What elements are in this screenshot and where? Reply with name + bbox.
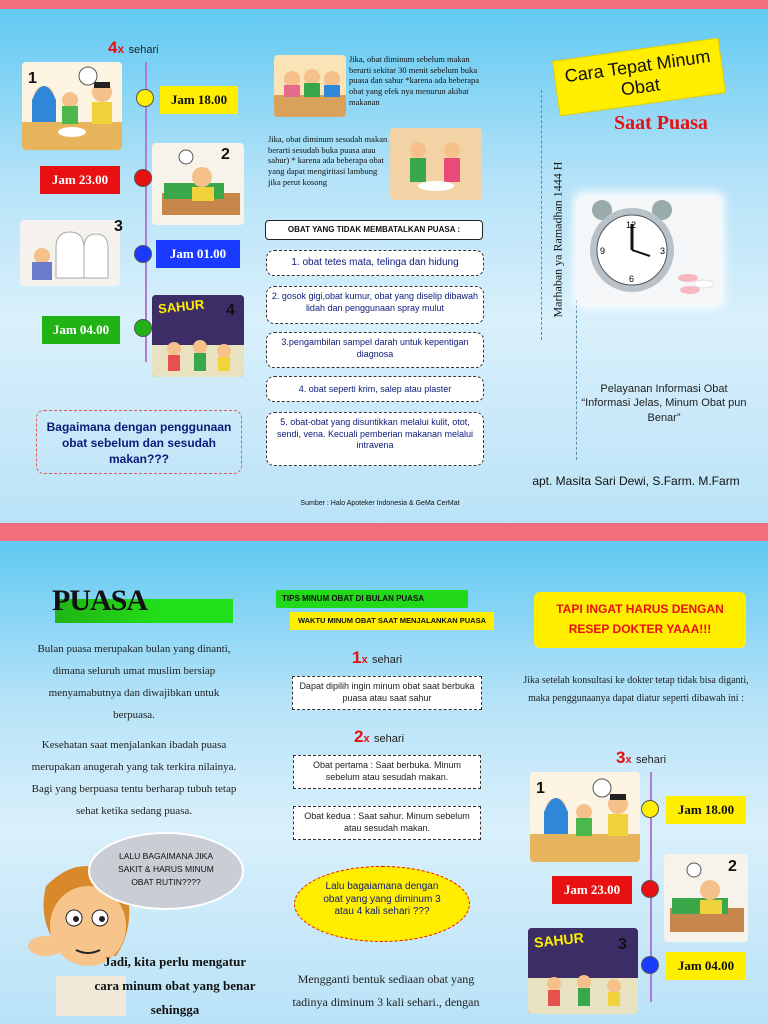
- svg-text:3: 3: [660, 246, 666, 256]
- picture-number-b1: 1: [536, 780, 545, 797]
- middle-stripe: [0, 523, 768, 532]
- freq-1x-text: Dapat dipilih ingin minum obat saat berbuka puasa atau saat sahur: [292, 676, 482, 710]
- timeline-dot-2: [134, 169, 152, 187]
- picture-number-3: 3: [114, 218, 123, 235]
- time-box-1: Jam 18.00: [160, 86, 238, 114]
- freq-2x-text-2: Obat kedua : Saat sahur. Minum sebelum atau sesudah makan.: [293, 806, 481, 840]
- picture-number-1: 1: [28, 70, 37, 87]
- timeline-line: [145, 62, 147, 362]
- time-box-3: Jam 01.00: [156, 240, 240, 268]
- puasa-paragraph-1: Bulan puasa merupakan bulan yang dinanti, dimana seluruh umat muslim bersiap menyamabutnya dan diwajibkan untuk berpuasa.: [37, 643, 231, 721]
- svg-text:6: 6: [629, 274, 635, 284]
- vertical-greeting: Marhaban ya Ramadhan 1444 H: [550, 161, 565, 318]
- timeline-dot-b2: [641, 880, 659, 898]
- picture-number-4: 4: [226, 302, 235, 319]
- doctor-text: Jika setelah konsultasi ke dokter tetap tidak bisa diganti, maka penggunaanya dapat diatur seperti dibawah ini :: [523, 675, 749, 704]
- cover-title: Cara Tepat Minum Obat: [563, 45, 712, 100]
- timeline-dot-b1: [641, 800, 659, 818]
- picture-number-b2: 2: [728, 858, 737, 875]
- timeline-dot-b3: [641, 956, 659, 974]
- puasa-title: PUASA: [52, 584, 148, 617]
- freq-1x-label: 1x sehari: [352, 648, 403, 667]
- before-meal-text: Jika, obat diminum sebelum makan berarti sekitar 30 menit sebelum buka puasa dan sahur *karena ada beberapa obat yang efek nya menurun akibat makanan: [349, 54, 480, 107]
- sahur-sign-2: SAHUR: [533, 929, 585, 951]
- puasa-paragraph-2: Kesehatan saat menjalankan ibadah puasa merupakan anugerah yang tak terkira nilainya. Bagi yang berpuasa tentu berharap tubuh tetap sehat ketika sedang puasa.: [31, 739, 237, 817]
- cover-title-box: [553, 39, 725, 116]
- question-ellipse: Lalu bagaiamana dengan obat yang yang diminum 3 atau 4 kali sehari ???: [294, 866, 470, 942]
- service-text: Pelayanan Informasi Obat “Informasi Jelas, Minum Obat pun Benar”: [581, 383, 747, 424]
- tips-subtitle: WAKTU MINUM OBAT SAAT MENJALANKAN PUASA: [290, 612, 494, 630]
- not-cancel-item-4: 4. obat seperti krim, salep atau plaster: [266, 376, 484, 402]
- time-box-b1: Jam 18.00: [666, 796, 746, 824]
- family-praying-image: [20, 220, 120, 286]
- time-box-2: Jam 23.00: [40, 166, 120, 194]
- dashed-guide-left: [541, 90, 542, 340]
- family-meal-image-2: [530, 772, 640, 862]
- bottom-top-stripe: [0, 532, 768, 541]
- author-text: apt. Masita Sari Dewi, S.Farm. M.Farm: [532, 474, 740, 488]
- not-cancel-item-5: 5. obat-obat yang disuntikkan melalui kulit, otot, sendi, vena. Kecuali pemberian makanan melalui intravena: [266, 412, 484, 466]
- not-cancel-item-3: 3.pengambilan sampel darah untuk kepentigan diagnosa: [266, 332, 484, 368]
- top-stripe: [0, 0, 768, 9]
- doctor-reminder-box: TAPI INGAT HARUS DENGAN RESEP DOKTER YAAA!!!: [534, 592, 746, 648]
- freq-2x-label: 2x sehari: [354, 727, 405, 746]
- after-meal-text: Jika, obat diminum sesudah makan berarti sesudah buka puasa atau sahur) * karena ada beberapa obat yang dapat mengiritasi lambung jika perut kosong: [268, 134, 388, 187]
- timeline-dot-1: [136, 89, 154, 107]
- conclusion-text: Jadi, kita perlu mengatur cara minum obat yang benar sehingga: [94, 954, 256, 1018]
- freq-3x-label: 3x sehari: [616, 748, 667, 767]
- replace-text: Mengganti bentuk sediaan obat yang tadinya diminum 3 kali sehari., dengan: [292, 972, 480, 1009]
- boy-waking-image: [152, 143, 244, 225]
- source-text: Sumber : Halo Apoteker Indonesia & GeMa CerMat: [300, 500, 460, 507]
- time-box-4: Jam 04.00: [42, 316, 120, 344]
- brochure-inside-page: [0, 532, 768, 1024]
- not-cancel-title: OBAT YANG TIDAK MEMBATALKAN PUASA :: [265, 220, 483, 240]
- dashed-guide-right: [576, 300, 577, 460]
- family-meal-image: [22, 62, 122, 150]
- svg-text:12: 12: [626, 220, 637, 230]
- freq-2x-text-1: Obat pertama : Saat berbuka. Minum sebelum atau sesudah makan.: [293, 755, 481, 789]
- question-bubble: LALU BAGAIMANA JIKA SAKIT & HARUS MINUM OBAT RUTIN????: [88, 832, 244, 910]
- freq-4x-label: 4x sehari: [108, 38, 159, 57]
- svg-text:9: 9: [600, 246, 606, 256]
- alarm-clock-pills-image: [578, 196, 720, 304]
- sahur-sign: SAHUR: [157, 296, 205, 317]
- question-box: Bagaimana dengan penggunaan obat sebelum dan sesudah makan???: [36, 410, 242, 474]
- freq-number: 4: [108, 38, 118, 57]
- couple-eating-image: [390, 128, 482, 200]
- cover-subtitle: Saat Puasa: [614, 112, 708, 134]
- tips-title: TIPS MINUM OBAT DI BULAN PUASA: [276, 590, 468, 608]
- not-cancel-item-1: 1. obat tetes mata, telinga dan hidung: [266, 250, 484, 276]
- timeline-dot-3: [134, 245, 152, 263]
- iftar-family-image: [274, 55, 346, 117]
- picture-number-b3: 3: [618, 936, 627, 953]
- picture-number-2: 2: [221, 146, 230, 163]
- timeline-dot-4: [134, 319, 152, 337]
- time-box-b3: Jam 04.00: [666, 952, 746, 980]
- not-cancel-item-2: 2. gosok gigi,obat kumur, obat yang diselip dibawah lidah dan penggunaan spray mulut: [266, 286, 484, 324]
- time-box-b2: Jam 23.00: [552, 876, 632, 904]
